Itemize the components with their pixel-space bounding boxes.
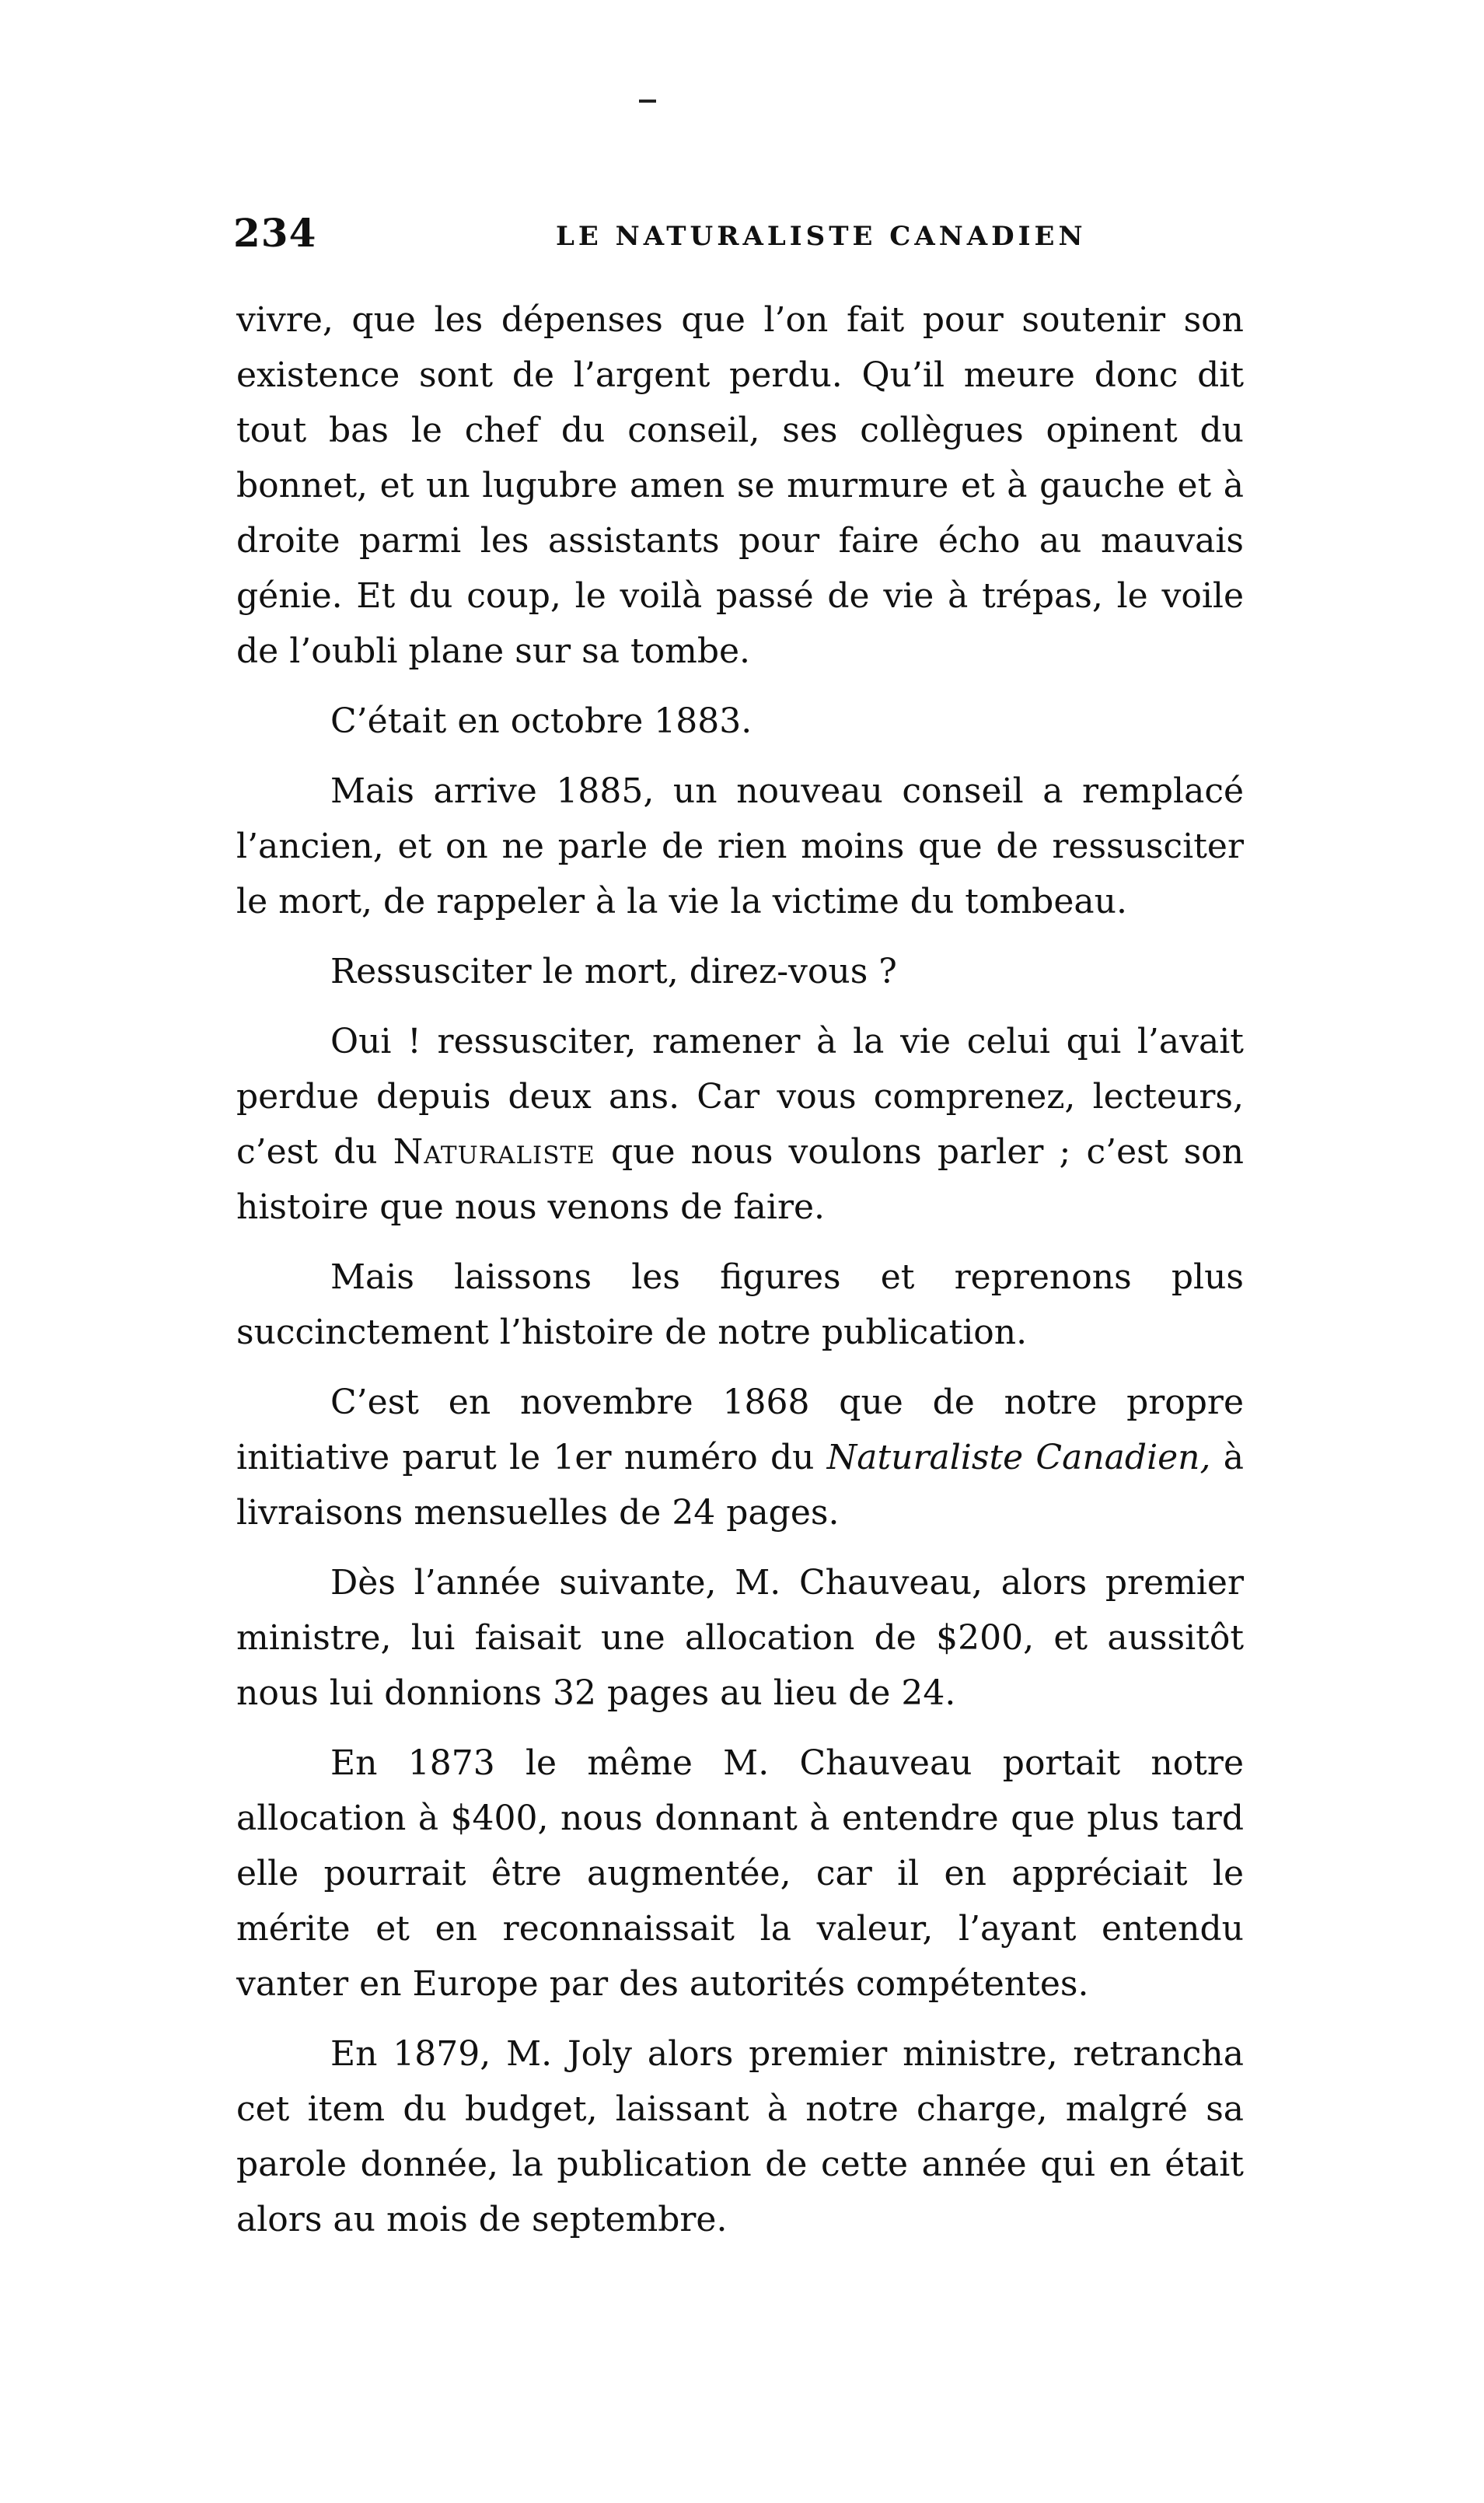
page-header <box>233 210 1236 264</box>
paragraph-7 <box>236 1375 1244 1540</box>
paragraph-5-part-b: que nous voulons parler ; c’est son histoire que nous venons de faire. <box>236 1132 1244 1227</box>
paragraph-9: En 1873 le même M. Chauveau portait notre allocation à $400, nous donnant à entendre que plus tard elle pourrait être augmentée, car il en appréciait le mérite et en reconnaissait la valeur, l’ayant entendu vanter en Europe par des autorités compétentes. <box>236 1743 1244 2004</box>
paragraph-5 <box>236 1014 1244 1235</box>
paragraph-5-smallcaps: Naturaliste <box>393 1132 595 1172</box>
paragraph-3: Mais arrive 1885, un nouveau conseil a remplacé l’ancien, et on ne parle de rien moins que de ressusciter le mort, de rappeler à la vie la victime du tombeau. <box>236 771 1244 921</box>
paragraph-6: Mais laissons les figures et reprenons plus succinctement l’histoire de notre publication. <box>236 1257 1244 1352</box>
paragraph-2: C’était en octobre 1883. <box>330 701 752 741</box>
paragraph-7-part-b: à livraisons mensuelles de 24 pages. <box>236 1438 1244 1533</box>
paragraph-4: Ressusciter le mort, direz-vous ? <box>330 952 897 991</box>
body-text <box>236 292 1244 2262</box>
running-head: LE NATURALISTE CANADIEN <box>556 221 1087 252</box>
paragraph-8: Dès l’année suivante, M. Chauveau, alors premier ministre, lui faisait une allocation de $200, et aussitôt nous lui donnions 32 pages au lieu de 24. <box>236 1563 1244 1713</box>
paragraph-5-part-a: Oui ! ressusciter, ramener à la vie celui qui l’avait perdue depuis deux ans. Car vous comprenez, lecteurs, c’est du <box>236 1022 1244 1172</box>
paragraph-10: En 1879, M. Joly alors premier ministre, retrancha cet item du budget, laissant à notre charge, malgré sa parole donnée, la publication de cette année qui en était alors au mois de septembre. <box>236 2034 1244 2239</box>
page-number: 234 <box>233 210 317 256</box>
paragraph-7-part-a: C’est en novembre 1868 que de notre propre initiative parut le 1er numéro du <box>236 1383 1244 1477</box>
paragraph-7-italic-title: Naturaliste Canadien, <box>826 1438 1211 1477</box>
paragraph-1: vivre, que les dépenses que l’on fait pour soutenir son existence sont de l’argent perdu. Qu’il meure donc dit tout bas le chef du conseil, ses collègues opinent du bonnet, et un lugubre amen se murmure et à gauche et à droite parmi les assistants pour faire écho au mauvais génie. Et du coup, le voilà passé de vie à trépas, le voile de l’oubli plane sur sa tombe. <box>236 300 1244 671</box>
page-top-mark <box>639 100 656 103</box>
